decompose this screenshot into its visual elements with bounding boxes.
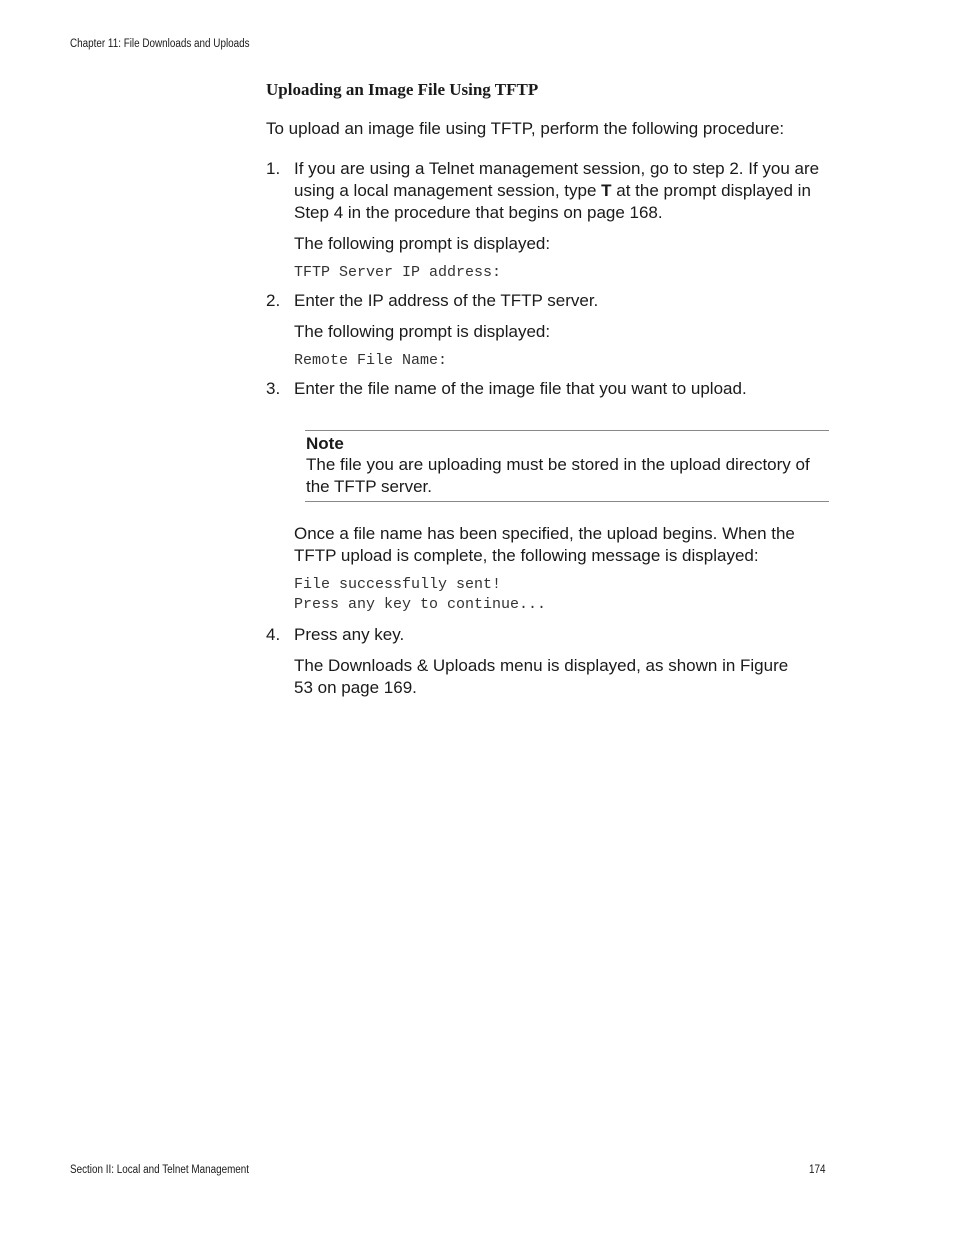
step-2 bbox=[266, 290, 836, 371]
step-text: Press any key. bbox=[294, 625, 405, 644]
intro-paragraph: To upload an image file using TFTP, perform the following procedure: bbox=[266, 119, 785, 138]
procedure-steps-continued bbox=[266, 624, 836, 699]
section-title: Uploading an Image File Using TFTP bbox=[266, 80, 539, 99]
step-text: If you are using a Telnet management session, go to step 2. If you are using a local management session, type T at the prompt displayed in Step 4 in the procedure that begins on page 168. bbox=[294, 159, 820, 222]
step-subtext: The Downloads & Uploads menu is displayed, as shown in Figure 53 on page 169. bbox=[294, 656, 789, 697]
code-line: File successfully sent! bbox=[294, 576, 502, 593]
page-number: 174 bbox=[809, 1164, 826, 1176]
step-subtext: The following prompt is displayed: bbox=[294, 322, 551, 341]
page-content bbox=[266, 78, 836, 699]
code-line: Press any key to continue... bbox=[294, 596, 547, 613]
step-text: Enter the IP address of the TFTP server. bbox=[294, 291, 599, 310]
step-1 bbox=[266, 158, 836, 283]
step-text: Enter the file name of the image file that you want to upload. bbox=[294, 379, 747, 398]
step-number: 1. bbox=[266, 159, 281, 178]
note-text: The file you are uploading must be stored in the upload directory of the TFTP server. bbox=[306, 455, 810, 496]
key-t: T bbox=[601, 181, 612, 200]
code-prompt: Remote File Name: bbox=[294, 352, 448, 369]
step-number: 3. bbox=[266, 379, 281, 398]
code-prompt: TFTP Server IP address: bbox=[294, 264, 502, 281]
code-message bbox=[294, 575, 836, 615]
note-box bbox=[305, 430, 829, 502]
step-subtext: The following prompt is displayed: bbox=[294, 234, 551, 253]
upload-message-paragraph: Once a file name has been specified, the upload begins. When the TFTP upload is complete, the following message is displayed: bbox=[294, 524, 795, 565]
running-footer: Section II: Local and Telnet Management bbox=[70, 1164, 250, 1176]
step-4 bbox=[266, 624, 836, 699]
step-number: 4. bbox=[266, 625, 281, 644]
step-3 bbox=[266, 378, 836, 400]
procedure-steps bbox=[266, 158, 836, 400]
running-header: Chapter 11: File Downloads and Uploads bbox=[70, 38, 250, 50]
step-number: 2. bbox=[266, 291, 281, 310]
note-title: Note bbox=[306, 434, 344, 453]
